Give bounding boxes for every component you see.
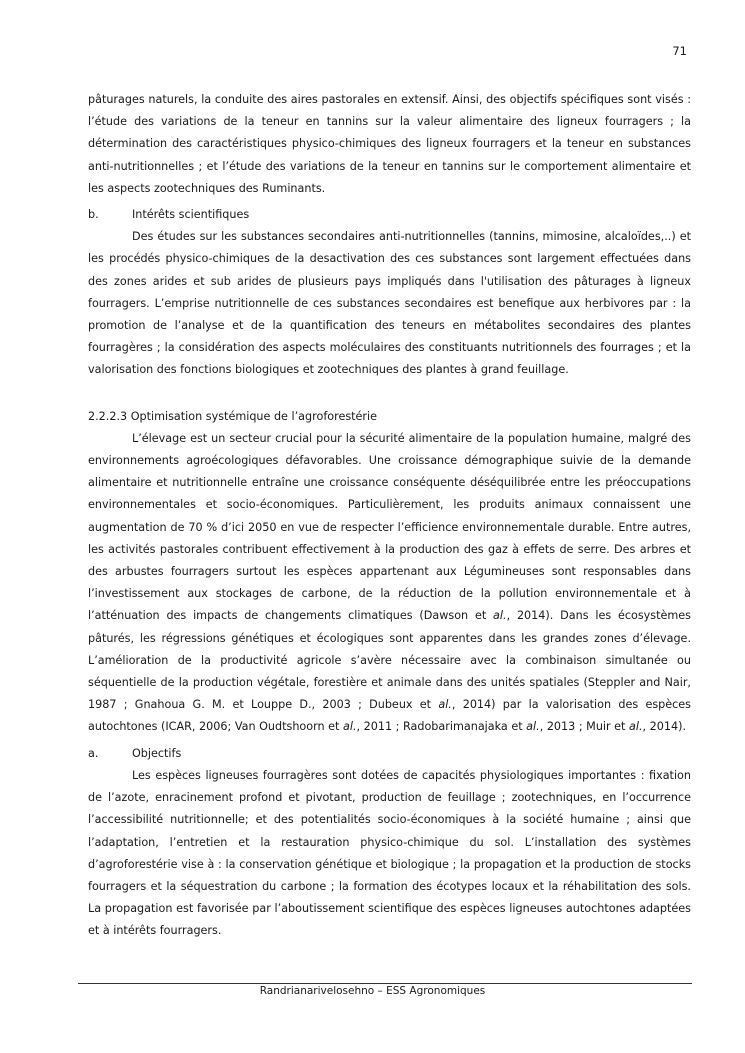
footer-text: Randrianarivelosehno – ESS Agronomiques <box>259 985 486 997</box>
paragraph-objectifs: Les espèces ligneuses fourragères sont dotées de capacités physiologiques importantes : fixation de l’azote, enracinement profond et pivotant, production de feuillage ; zootechniques, en l’occurrence l’accessibilité nutritionnelle; et des potentialités socio-économiques à la société humaine ; ainsi que l’adaptation, l’entretien et la restauration physico-chimique du sol. L’installation des systèmes d’agroforestérie vise à : la conservation génétique et biologique ; la propagation et la production de stocks fourragers et la séquestration du carbone ; la formation des écotypes locaux et la réhabilitation des sols. La propagation est favorisée par l’aboutissement scientifique des espèces ligneuses autochtones adaptées et à intérêts fourragers. <box>88 768 691 938</box>
heading-letter: b. <box>88 208 99 222</box>
paragraph-intro: pâturages naturels, la conduite des aires pastorales en extensif. Ainsi, des objectifs spécifiques sont visés : l’étude des variations de la teneur en tannins sur la valeur alimentaire des ligneux fourragers ; la détermination des caractéristiques physico-chimiques des ligneux fourragers et la teneur en substances anti-nutritionnelles ; et l’étude des variations de la teneur en tannins sur le comportement alimentaire et les aspects zootechniques des Ruminants. <box>88 93 691 195</box>
heading-interets-scientifiques <box>88 204 691 226</box>
heading-title: Intérêts scientifiques <box>132 208 250 222</box>
heading-objectifs <box>88 743 691 765</box>
paragraph-interets: Des études sur les substances secondaires anti-nutritionnelles (tannins, mimosine, alcaloïdes,..) et les procédés physico-chimiques de la desactivation des ces substances sont largement effectuées dans des zones arides et sub arides de plusieurs pays impliqués dans l'utilisation des pâturages à ligneux fourragers. L’emprise nutritionnelle de ces substances secondaires est benefique aux herbivores par : la promotion de l’analyse et de la quantification des teneurs en métabolites secondaires des plantes fourragères ; la considération des aspects moléculaires des constituants nutritionnels des fourrages ; et la valorisation des fonctions biologiques et zootechniques des plantes à grand feuillage. <box>88 230 691 377</box>
heading-letter: a. <box>88 746 99 760</box>
heading-title: Objectifs <box>132 746 182 760</box>
footer-divider <box>78 983 692 984</box>
page-number: 71 <box>672 44 687 58</box>
paragraph-agroforesterie: L’élevage est un secteur crucial pour la sécurité alimentaire de la population humaine, malgré des environnements agroécologiques défavorables. Une croissance démographique suivie de la demande alimentaire et nutritionnelle entraîne une croissance conséquente déséquilibrée entre les préoccupations environnementales et socio-économiques. Particulièrement, les produits animaux connaissent une augmentation de 70 % d’ici 2050 en vue de respecter l’efficience environnementale durable. Entre autres, les activités pastorales contribuent effectivement à la production des gaz à effets de serre. Des arbres et des arbustes fourragers surtout les espèces appartenant aux Légumineuses sont responsables dans l’investissement aux stockages de carbone, de la réduction de la pollution environnementale et à l’atténuation des impacts de changements climatiques (Dawson et al., 2014). Dans les écosystèmes pâturés, les régressions génétiques et écologiques sont apparentes dans les grandes zones d’élevage. L’amélioration de la productivité agricole s’avère nécessaire avec la combinaison simultanée ou séquentielle de la production végétale, forestière et animale dans des unités spatiales (Steppler and Nair, 1987 ; Gnahoua G. M. et Louppe D., 2003 ; Dubeux et al., 2014) par la valorisation des espèces autochtones (ICAR, 2006; Van Oudtshoorn et al., 2011 ; Radobarimanajaka et al., 2013 ; Muir et al., 2014). <box>88 431 692 734</box>
document-body <box>88 89 691 943</box>
section-title: 2.2.2.3 Optimisation systémique de l’agroforestérie <box>88 409 378 423</box>
